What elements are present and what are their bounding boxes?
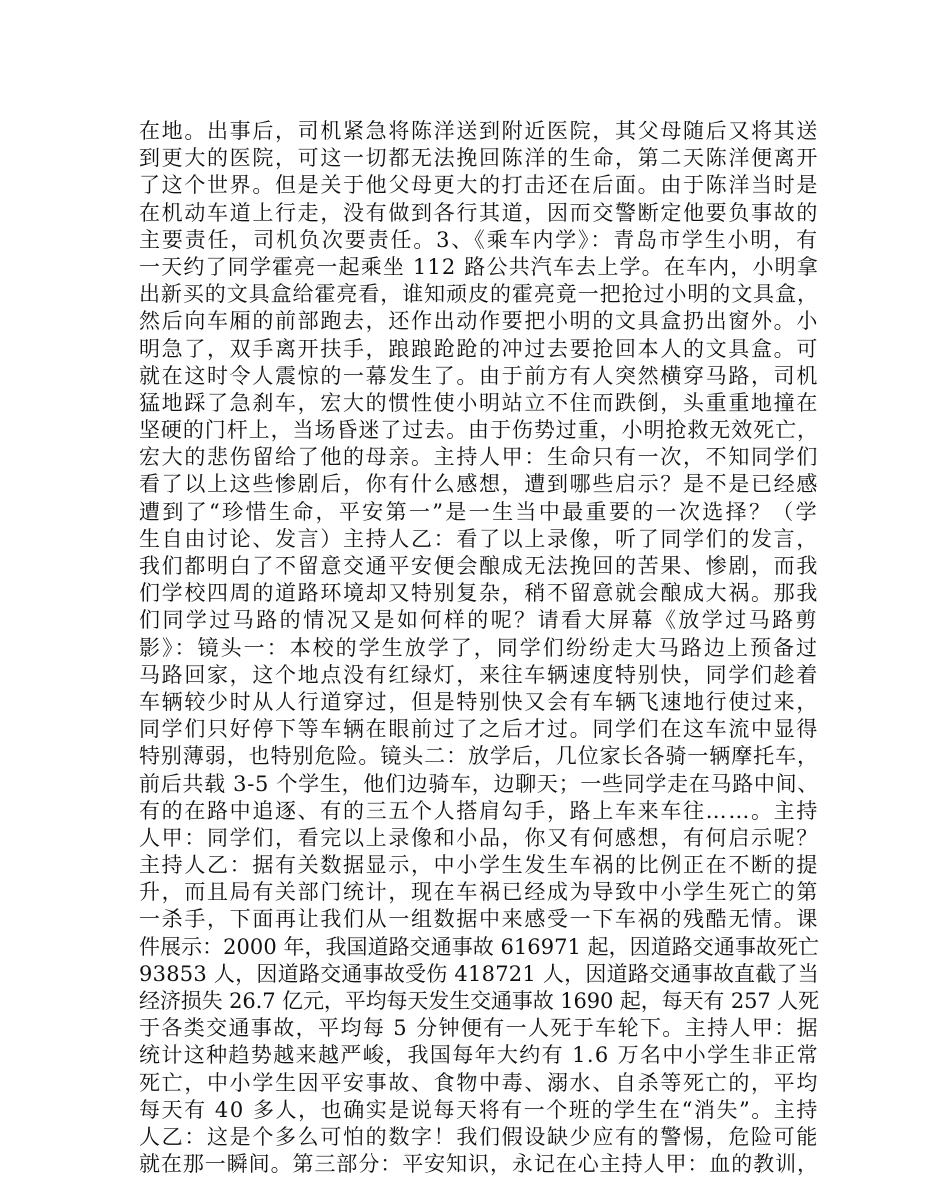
text-line: 一杀手，下面再让我们从一组数据中来感受一下车祸的残酷无情。课 [139, 907, 819, 932]
text-line: 生自由讨论、发言）主持人乙：看了以上录像，听了同学们的发言， [139, 526, 819, 551]
text-line: 一天约了同学霍亮一起乘坐 112 路公共汽车去上学。在车内，小明拿 [139, 254, 819, 279]
text-line: 主持人乙：据有关数据显示，中小学生发生车祸的比例正在不断的提 [139, 853, 819, 878]
text-line: 影》：镜头一：本校的学生放学了，同学们纷纷走大马路边上预备过 [139, 635, 819, 660]
text-line: 件展示：2000 年，我国道路交通事故 616971 起，因道路交通事故死亡 [139, 934, 819, 959]
text-line: 有的在路中追逐、有的三五个人搭肩勾手，路上车来车往……。主持 [139, 798, 819, 823]
text-line: 经济损失 26.7 亿元，平均每天发生交通事故 1690 起，每天有 257 人死 [139, 989, 819, 1013]
text-line: 遭到了“珍惜生命，平安第一”是一生当中最重要的一次选择？（学 [139, 499, 819, 524]
text-line: 了这个世界。但是关于他父母更大的打击还在后面。由于陈洋当时是 [139, 173, 819, 198]
text-line: 于各类交通事故，平均每 5 分钟便有一人死于车轮下。主持人甲：据 [139, 1016, 819, 1041]
text-line: 主要责任，司机负次要责任。3、《乘车内学》：青岛市学生小明，有 [139, 227, 819, 252]
text-line: 就在这时令人震惊的一幕发生了。由于前方有人突然横穿马路，司机 [139, 363, 819, 388]
text-line: 宏大的悲伤留给了他的母亲。主持人甲：生命只有一次，不知同学们 [139, 445, 819, 470]
text-line: 到更大的医院，可这一切都无法挽回陈洋的生命，第二天陈洋便离开 [139, 146, 819, 171]
text-line: 们同学过马路的情况又是如何样的呢？请看大屏幕《放学过马路剪 [139, 608, 819, 633]
text-line: 同学们只好停下等车辆在眼前过了之后才过。同学们在这车流中显得 [139, 717, 819, 742]
text-line: 每天有 40 多人，也确实是说每天将有一个班的学生在“消失”。主持 [139, 1097, 819, 1122]
text-line: 在地。出事后，司机紧急将陈洋送到附近医院，其父母随后又将其送 [139, 119, 819, 143]
text-line: 特别薄弱，也特别危险。镜头二：放学后，几位家长各骑一辆摩托车， [139, 744, 819, 769]
text-line: 升，而且局有关部门统计，现在车祸已经成为导致中小学生死亡的第 [139, 880, 819, 905]
text-line: 统计这种趋势越来越严峻，我国每年大约有 1.6 万名中小学生非正常 [139, 1043, 819, 1068]
text-line: 然后向车厢的前部跑去，还作出动作要把小明的文具盒扔出窗外。小 [139, 309, 819, 334]
text-line: 们学校四周的道路环境却又特别复杂，稍不留意就会酿成大祸。那我 [139, 581, 819, 606]
text-line: 马路回家，这个地点没有红绿灯，来往车辆速度特别快，同学们趁着 [139, 662, 819, 687]
text-line: 明急了，双手离开扶手，踉踉跄跄的冲过去要抢回本人的文具盒。可 [139, 336, 819, 361]
text-line: 人乙：这是个多么可怕的数字！我们假设缺少应有的警惕，危险可能 [139, 1124, 819, 1149]
text-line: 在机动车道上行走，没有做到各行其道，因而交警断定他要负事故的 [139, 200, 819, 225]
text-line: 坚硬的门杆上，当场昏迷了过去。由于伤势过重，小明抢救无效死亡， [139, 418, 819, 443]
text-line: 猛地踩了急刹车，宏大的惯性使小明站立不住而跌倒，头重重地撞在 [139, 390, 819, 415]
text-line: 93853 人，因道路交通事故受伤 418721 人，因道路交通事故直截了当 [139, 961, 819, 986]
text-line: 看了以上这些惨剧后，你有什么感想，遭到哪些启示？是不是已经感 [139, 472, 819, 497]
text-line: 我们都明白了不留意交通平安便会酿成无法挽回的苦果、惨剧，而我 [139, 554, 819, 578]
text-line: 出新买的文具盒给霍亮看，谁知顽皮的霍亮竟一把抢过小明的文具盒， [139, 282, 819, 307]
body-text [139, 118, 819, 1178]
text-line: 就在那一瞬间。第三部分：平安知识，永记在心主持人甲：血的教训， [139, 1152, 819, 1177]
text-line: 死亡，中小学生因平安事故、食物中毒、溺水、自杀等死亡的，平均 [139, 1070, 819, 1095]
text-line: 前后共载 3-5 个学生，他们边骑车，边聊天；一些同学走在马路中间、 [139, 771, 819, 796]
text-line: 人甲：同学们，看完以上录像和小品，你又有何感想，有何启示呢？ [139, 825, 819, 850]
text-line: 车辆较少时从人行道穿过，但是特别快又会有车辆飞速地行使过来， [139, 689, 819, 714]
